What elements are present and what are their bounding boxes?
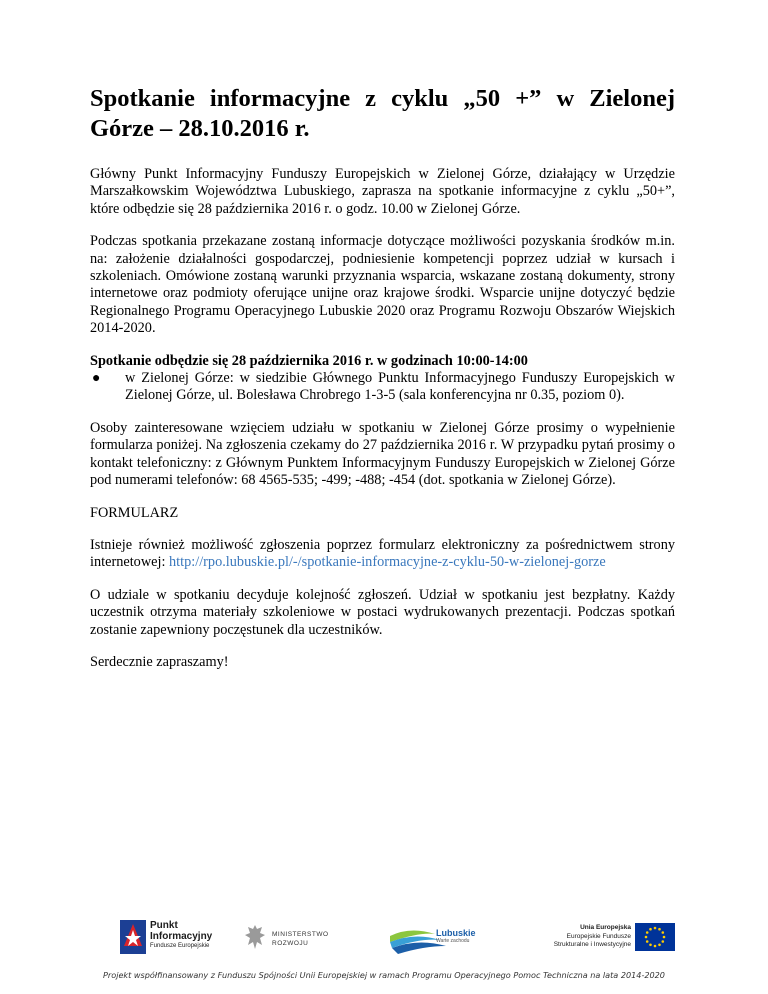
document-body (90, 84, 675, 686)
punkt-line3: Fundusze Europejskie (150, 943, 210, 949)
page-title: Spotkanie informacyjne z cyklu „50 +” w Zielonej Górze – 28.10.2016 r. (90, 85, 675, 142)
paragraph-participation: O udziale w spotkaniu decyduje kolejność zgłoszeń. Udział w spotkaniu jest bezpłatny. Każdy uczestnik otrzyma materiały szkoleniowe w postaci wydrukowanych prezentacji. Podczas spotkań zostanie zapewniony poczęstunek dla uczestników. (90, 586, 675, 638)
bullet-icon: ● (92, 371, 101, 387)
logo-bar (90, 918, 675, 958)
registration-link[interactable]: http://rpo.lubuskie.pl/-/spotkanie-informacyjne-z-cyklu-50-w-zielonej-gorze (169, 554, 606, 571)
lubuskie-logo (390, 918, 490, 958)
footer-note: Projekt współfinansowany z Funduszu Spójności Unii Europejskiej w ramach Programu Operacyjnego Pomoc Techniczna na lata 2014-2020 (103, 970, 665, 980)
paragraph-details: Podczas spotkania przekazane zostaną informacje dotyczące możliwości pozyskania środków m.in. na: założenie działalności gospodarczej, podniesienie kompetencji poprzez udział w kursach i szkoleniach. Omówione zostaną warunki przyznania wsparcia, wskazane zostaną dokumenty, strony internetowe oraz podmioty oferujące unijne oraz krajowe środki. Wsparcie unijne dotyczyć będzie Regionalnego Programu Operacyjnego Lubuskie 2020 oraz Programu Rozwoju Obszarów Wiejskich 2014-2020. (90, 233, 675, 337)
ue-line3: Strukturalne i Inwestycyjne (553, 941, 631, 948)
lubuskie-name: Lubuskie (436, 928, 476, 938)
paragraph-registration: Osoby zainteresowane wzięciem udziału w spotkaniu w Zielonej Górze prosimy o wypełnienie formularza poniżej. Na zgłoszenia czekamy do 27 października 2016 r. W przypadku pytań prosimy o kontakt telefoniczny: z Głównym Punktem Informacyjnym Funduszy Europejskich w Zielonej Górze pod numerami telefonów: 68 4565-535; -499; -488; -454 (dot. spotkania w Zielonej Górze). (90, 419, 675, 489)
location-text: w Zielonej Górze: w siedzibie Głównego Punktu Informacyjnego Funduszy Europejskich w Zielonej Górze, ul. Bolesława Chrobrego 1-3-5 (sala konferencyjna nr 0.35, poziom 0). (125, 370, 675, 404)
ministerstwo-line1: MINISTERSTWO (272, 931, 329, 938)
punkt-informacyjny-logo (120, 918, 240, 958)
ministerstwo-rozwoju-logo (244, 918, 354, 958)
lubuskie-tagline: Warte zachodu (436, 938, 470, 944)
location-list (90, 370, 675, 405)
ue-line2: Europejskie Fundusze (566, 932, 631, 940)
paragraph-intro: Główny Punkt Informacyjny Funduszy Europejskich w Zielonej Górze, działający w Urzędzie Marszałkowskim Województwa Lubuskiego, zaprasza na spotkanie informacyjne z cyklu „50+”, które odbędzie się 28 października 2016 r. o godz. 10.00 w Zielonej Górze. (90, 166, 675, 217)
form-heading: FORMULARZ (90, 504, 179, 521)
punkt-line2: Informacyjny (150, 931, 213, 942)
meeting-time-heading: Spotkanie odbędzie się 28 października 2016 r. w godzinach 10:00-14:00 (90, 352, 528, 369)
eagle-emblem-icon (244, 923, 266, 951)
eu-flag-icon (635, 923, 675, 951)
ministerstwo-line2: ROZWOJU (272, 940, 309, 947)
ue-line1: Unia Europejska (580, 924, 631, 931)
unia-europejska-logo (532, 918, 675, 958)
online-form-text: Istnieje również możliwość zgłoszenia poprzez formularz elektroniczny za pośrednictwem strony internetowej: (90, 536, 675, 571)
punkt-star-icon (120, 920, 146, 954)
closing-text: Serdecznie zapraszamy! (90, 653, 229, 670)
punkt-line1: Punkt (150, 920, 178, 931)
list-item (92, 370, 675, 405)
paragraph-online-form (90, 537, 675, 572)
